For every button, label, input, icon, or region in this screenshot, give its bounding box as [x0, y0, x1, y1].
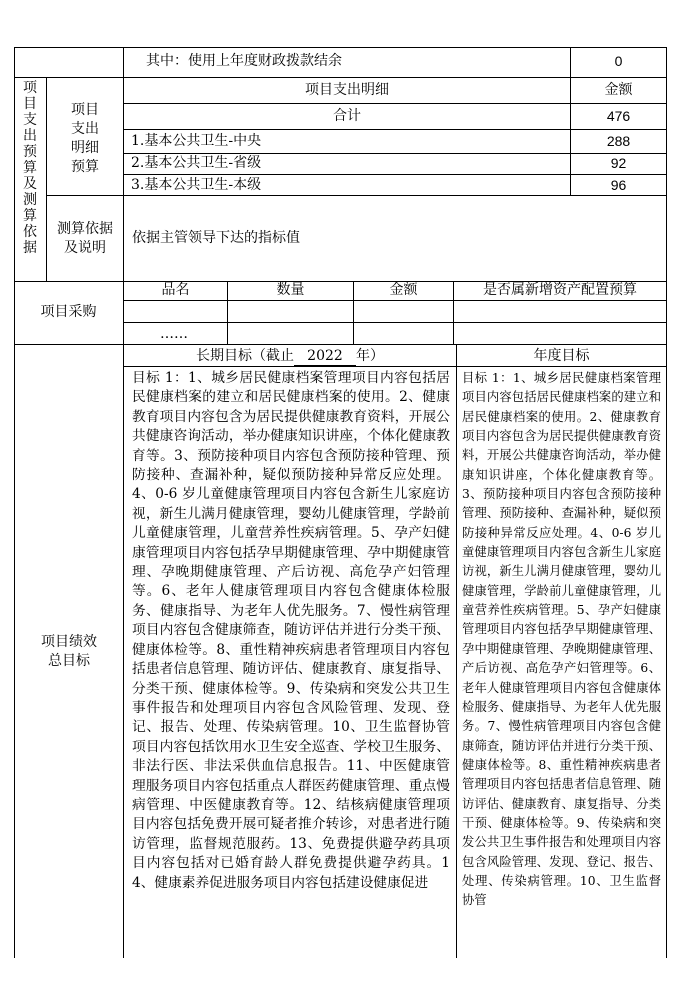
- annual-header: 年度目标: [533, 348, 590, 364]
- item-label: 3.基本公共卫生-本级: [131, 177, 262, 193]
- total-value: 476: [606, 108, 631, 124]
- budget-side-label: 项 目 支 出 预 算 及 测 算 依 据: [23, 80, 37, 256]
- detail-budget-label: 项目 支出 明细 预算: [71, 102, 99, 175]
- basis-text: 依据主管领导下达的指标值: [132, 230, 300, 246]
- basis-label: 测算依据 及说明: [57, 221, 113, 256]
- item-label: 2.基本公共卫生-省级: [131, 155, 262, 171]
- procurement-label: 项目采购: [40, 304, 97, 320]
- long-term-header: [124, 348, 456, 366]
- long-term-prefix: 长期目标（截止: [196, 348, 294, 364]
- amount-header: 金额: [604, 82, 633, 98]
- carryover-value: 0: [614, 53, 623, 69]
- item-value: 288: [606, 133, 631, 149]
- long-term-year: 2022: [294, 348, 356, 366]
- procurement-ellipsis: ……: [160, 326, 188, 342]
- procurement-header-amount: 金额: [389, 282, 418, 298]
- procurement-header-quantity: 数量: [276, 282, 305, 298]
- procurement-header-new-asset: 是否属新增资产配置预算: [483, 282, 637, 298]
- annual-goal-text: 目标 1：1、城乡居民健康档案管理项目内容包括居民健康档案的建立和居民健康档案的使用。2、健康教育项目内容包含为居民提供健康教育资料，开展公共健康咨询活动，举办健康知识讲座，个体化健康教育等。3、预防接种项目内容包含预防接种管理、预防接种、查漏补种，疑似预防接种异常反应处理。4、0-6 岁儿童健康管理项目内容包含新生儿家庭访视，新生儿满月健康管理，婴幼儿健康管理，学龄前儿童健康管理，儿童营养性疾病管理。5、孕产妇健康管理项目内容包括孕早期健康管理、孕中期健康管理、孕晚期健康管理、产后访视、高危孕产妇管理等。6、老年人健康管理项目内容包含健康体检服务、健康指导、为老年人优先服务。7、慢性病管理项目内容包含健康筛查，随访评估并进行分类干预、健康体检等。8、重性精神疾病患者管理项目内容包括患者信息管理、随访评估、健康教育、康复指导、分类干预、健康体检等。9、传染病和突发公共卫生事件报告和处理项目内容包含风险管理、发现、登记、报告、处理、传染病管理。10、卫生监督协管: [462, 371, 661, 908]
- performance-goal-label: 项目绩效 总目标: [41, 634, 97, 669]
- item-value: 96: [610, 177, 627, 193]
- detail-header: 项目支出明细: [305, 82, 389, 98]
- procurement-header-name: 品名: [161, 282, 190, 298]
- item-label: 1.基本公共卫生-中央: [131, 133, 262, 149]
- long-term-goal-text: 目标 1：1、城乡居民健康档案管理项目内容包括居民健康档案的建立和居民健康档案的使用。2、健康教育项目内容包含为居民提供健康教育资料，开展公共健康咨询活动，举办健康知识讲座，个体化健康教育等。3、预防接种项目内容包含预防接种管理、预防接种、查漏补种，疑似预防接种异常反应处理。4、0-6 岁儿童健康管理项目内容包含新生儿家庭访视，新生儿满月健康管理，婴幼儿健康管理，学龄前儿童健康管理，儿童营养性疾病管理。5、孕产妇健康管理项目内容包括孕早期健康管理、孕中期健康管理、孕晚期健康管理、产后访视、高危孕产妇管理等。6、老年人健康管理项目内容包含健康体检服务、健康指导、为老年人优先服务。7、慢性病管理项目内容包含健康筛查，随访评估并进行分类干预、健康体检等。8、重性精神疾病患者管理项目内容包括患者信息管理、随访评估、健康教育、康复指导、分类干预、健康体检等。9、传染病和突发公共卫生事件报告和处理项目内容包含风险管理、发现、登记、报告、处理、传染病管理。10、卫生监督协管项目内容包括饮用水卫生安全巡查、学校卫生服务、非法行医、非法采供血信息报告。11、中医健康管理服务项目内容包括重点人群医药健康管理、重点慢病管理、中医健康教育等。12、结核病健康管理项目内容包括免费开展可疑者推介转诊，对患者进行随访管理，监督规范服药。13、免费提供避孕药具项目内容包括对已婚育龄人群免费提供避孕药具。14、健康素养促进服务项目内容包括建设健康促进: [132, 370, 450, 891]
- item-value: 92: [610, 155, 627, 171]
- carryover-label: 其中：使用上年度财政拨款结余: [146, 53, 342, 69]
- long-term-suffix: 年）: [356, 348, 384, 364]
- total-label: 合计: [333, 108, 361, 124]
